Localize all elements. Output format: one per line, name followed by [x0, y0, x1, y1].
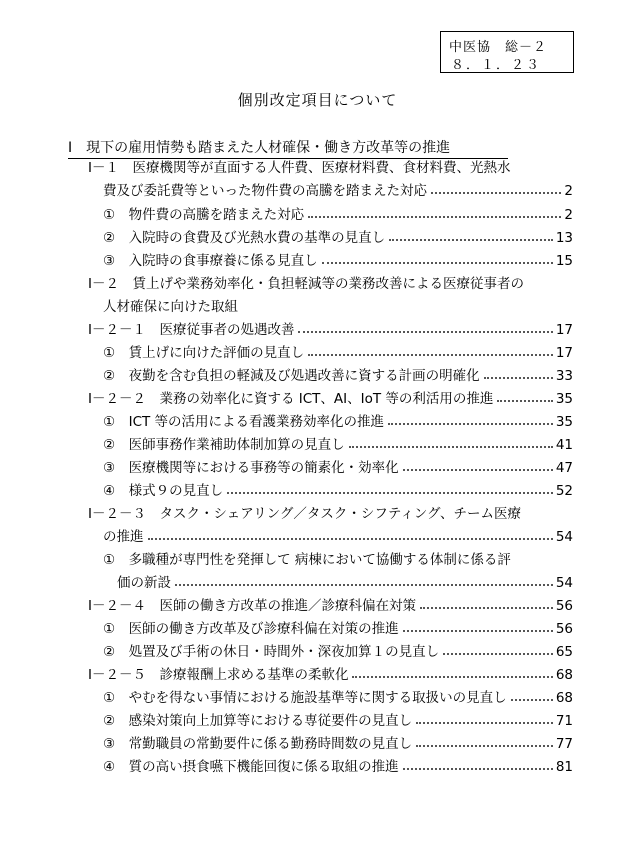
toc-entry-text: ② 感染対策向上加算等における専従要件の見直し [103, 713, 413, 729]
toc-entry-text: Ⅰ－２－５ 診療報酬上求める基準の柔軟化 [88, 667, 349, 683]
toc-entry: 人材確保に向けた取組 [103, 299, 238, 315]
toc-entry [103, 364, 573, 384]
toc-entry-text: ① 物件費の高騰を踏まえた対応 [103, 207, 305, 223]
toc-entry-text: ② 入院時の食費及び光熱水費の基準の見直し [103, 230, 386, 246]
toc-entry-text: ① ICT 等の活用による看護業務効率化の推進 [103, 414, 385, 430]
toc-entry [88, 387, 573, 407]
toc-page-number: 33 [555, 368, 573, 384]
dot-leader [227, 492, 553, 494]
dot-leader [352, 676, 552, 678]
toc-entry-text: ② 夜勤を含む負担の軽減及び処遇改善に資する計画の明確化 [103, 368, 480, 384]
toc-entry [103, 479, 573, 499]
toc-entry: ① 多職種が専門性を発揮して 病棟において協働する体制に係る評 [103, 552, 511, 568]
toc-entry [117, 571, 573, 591]
toc-page-number: 81 [555, 759, 573, 775]
toc-page-number: 68 [555, 667, 573, 683]
dot-leader [416, 722, 553, 724]
toc-entry [103, 525, 573, 545]
toc-entry [103, 249, 573, 269]
toc-entry [103, 640, 573, 660]
dot-leader [308, 354, 553, 356]
toc-entry [88, 663, 573, 683]
toc-entry-text: ④ 質の高い摂食嚥下機能回復に係る取組の推進 [103, 759, 399, 775]
toc-entry [103, 732, 573, 752]
toc-entry-text: Ⅰ－２－２ 業務の効率化に資する ICT、AI、IoT 等の利活用の推進 [88, 391, 494, 407]
toc-entry: Ⅰ－１ 医療機関等が直面する人件費、医療材料費、食材料費、光熱水 [88, 160, 511, 176]
dot-leader [497, 400, 552, 402]
toc-page-number: 56 [555, 621, 573, 637]
stamp-line-1: 中医協 総－２ [449, 40, 548, 55]
toc-entry: Ⅰ－２－３ タスク・シェアリング／タスク・シフティング、チーム医療 [88, 506, 522, 522]
stamp-line-2: ８．１．２３ [451, 58, 542, 73]
toc-page-number: 35 [555, 391, 573, 407]
toc-entry [103, 410, 573, 430]
dot-leader [389, 239, 553, 241]
toc-entry [88, 594, 573, 614]
toc-page-number: 65 [555, 644, 573, 660]
dot-leader [308, 216, 561, 218]
toc-entry-text: ② 処置及び手術の休日・時間外・深夜加算１の見直し [103, 644, 440, 660]
toc-entry-text: ① やむを得ない事情における施設基準等に関する取扱いの見直し [103, 690, 507, 706]
toc-page-number: 54 [555, 529, 573, 545]
section-heading: Ⅰ 現下の雇用情勢も踏まえた人材確保・働き方改革等の推進 [68, 137, 508, 159]
toc-entry [103, 179, 573, 199]
toc-entry [88, 318, 573, 338]
dot-leader [403, 630, 553, 632]
page-title: 個別改定項目について [237, 91, 398, 109]
toc-entry [103, 433, 573, 453]
dot-leader [175, 584, 553, 586]
toc-entry [103, 341, 573, 361]
toc-page-number: 54 [555, 575, 573, 591]
toc-page-number: 2 [564, 183, 573, 199]
toc-page-number: 47 [555, 460, 573, 476]
toc-entry [103, 755, 573, 775]
dot-leader [148, 538, 553, 540]
toc-entry-text: ① 賃上げに向けた評価の見直し [103, 345, 305, 361]
dot-leader [431, 192, 561, 194]
toc-entry: Ⅰ－２ 賃上げや業務効率化・負担軽減等の業務改善による医療従事者の [88, 276, 524, 292]
toc-entry-text: 費及び委託費等といった物件費の高騰を踏まえた対応 [103, 183, 427, 199]
toc-page-number: 17 [555, 322, 573, 338]
toc-page-number: 56 [555, 598, 573, 614]
dot-leader [416, 745, 553, 747]
toc-page-number: 68 [555, 690, 573, 706]
dot-leader [420, 607, 553, 609]
toc-page-number: 13 [555, 230, 573, 246]
dot-leader [484, 377, 553, 379]
toc-page-number: 35 [555, 414, 573, 430]
dot-leader [443, 653, 553, 655]
toc-entry-text: ③ 医療機関等における事務等の簡素化・効率化 [103, 460, 399, 476]
toc-entry-text: 価の新設 [117, 575, 171, 591]
toc-entry [103, 203, 573, 223]
dot-leader [388, 423, 553, 425]
document-stamp [440, 31, 574, 73]
toc-entry [103, 617, 573, 637]
toc-page-number: 2 [564, 207, 573, 223]
toc-entry-text: ③ 入院時の食事療養に係る見直し [103, 253, 318, 269]
dot-leader [298, 331, 552, 333]
toc-page-number: 71 [555, 713, 573, 729]
toc-entry-text: Ⅰ－２－１ 医療従事者の処遇改善 [88, 322, 295, 338]
dot-leader [403, 768, 553, 770]
toc-entry [103, 709, 573, 729]
toc-page-number: 52 [555, 483, 573, 499]
toc-page-number: 15 [555, 253, 573, 269]
toc-entry [103, 456, 573, 476]
toc-entry-text: ④ 様式９の見直し [103, 483, 224, 499]
dot-leader [322, 262, 553, 264]
toc-page-number: 41 [555, 437, 573, 453]
toc-page-number: 77 [555, 736, 573, 752]
toc-entry-text: ① 医師の働き方改革及び診療科偏在対策の推進 [103, 621, 399, 637]
toc-entry-text: の推進 [103, 529, 144, 545]
toc-entry [103, 226, 573, 246]
dot-leader [403, 469, 553, 471]
dot-leader [511, 699, 553, 701]
toc-entry-text: ② 医師事務作業補助体制加算の見直し [103, 437, 345, 453]
dot-leader [349, 446, 553, 448]
toc-entry-text: Ⅰ－２－４ 医師の働き方改革の推進／診療科偏在対策 [88, 598, 416, 614]
toc-page-number: 17 [555, 345, 573, 361]
toc-entry-text: ③ 常勤職員の常勤要件に係る勤務時間数の見直し [103, 736, 413, 752]
toc-entry [103, 686, 573, 706]
